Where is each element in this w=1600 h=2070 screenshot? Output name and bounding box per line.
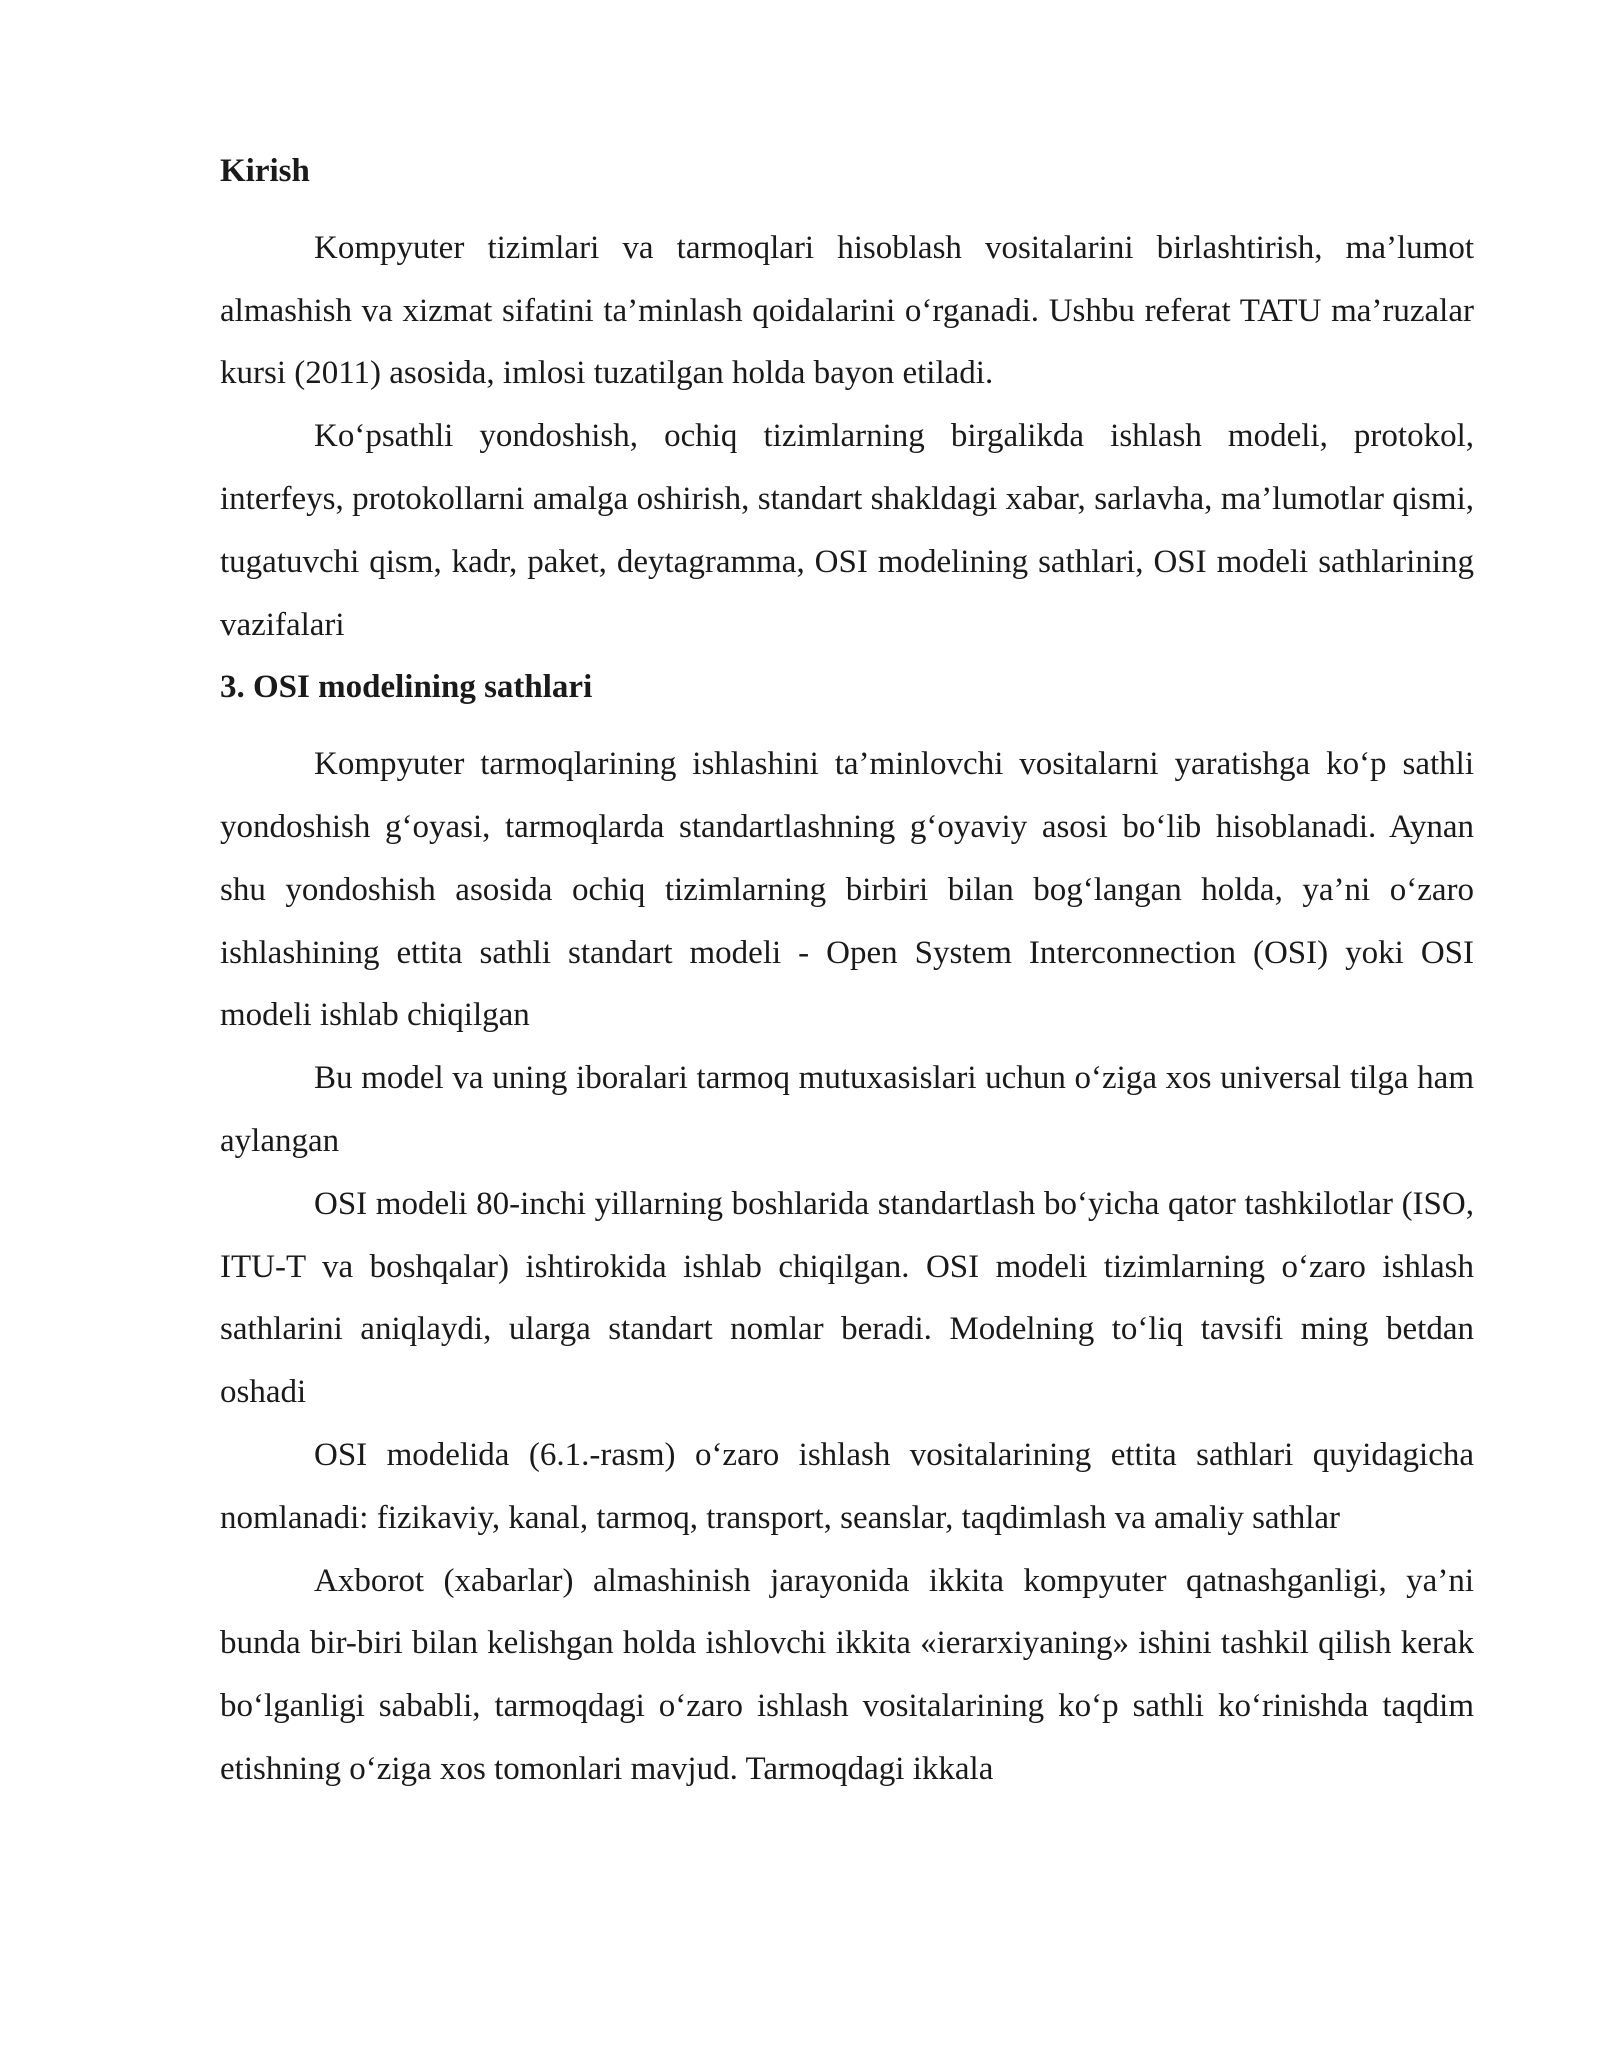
section-paragraph-2: Bu model va uning iboralari tarmoq mutuxasislari uchun o‘ziga xos universal tilga ham aylangan — [220, 1060, 1474, 1159]
heading-intro: Kirish — [220, 153, 310, 189]
heading-section-3: 3. OSI modelining sathlari — [220, 669, 593, 706]
document-body — [220, 140, 1474, 1801]
intro-paragraph-1: Kompyuter tizimlari va tarmoqlari hisoblash vositalarini birlashtirish, ma’lumot almashish va xizmat sifatini ta’minlash qoidalarini o‘rganadi. Ushbu referat TATU ma’ruzalar kursi (2011) asosida, imlosi tuzatilgan holda bayon etiladi. — [220, 229, 1474, 392]
section-paragraph-1: Kompyuter tarmoqlarining ishlashini ta’minlovchi vositalarni yaratishga ko‘p sathli yondoshish g‘oyasi, tarmoqlarda standartlashning g‘oyaviy asosi bo‘lib hisoblanadi. Aynan shu yondoshish asosida ochiq tizimlarning birbiri bilan bog‘langan holda, ya’ni o‘zaro ishlashining ettita sathli standart modeli - Open System Interconnection (OSI) yoki OSI modeli ishlab chiqilgan — [220, 746, 1474, 1034]
section-paragraph-3: OSI modeli 80-inchi yillarning boshlarida standartlash bo‘yicha qator tashkilotlar (ISO, ITU-T va boshqalar) ishtirokida ishlab chiqilgan. OSI modeli tizimlarning o‘zaro ishlash sathlarini aniqlaydi, ularga standart nomlar beradi. Modelning to‘liq tavsifi ming betdan oshadi — [220, 1185, 1474, 1411]
section-paragraph-4: OSI modelida (6.1.-rasm) o‘zaro ishlash vositalarining ettita sathlari quyidagicha nomlanadi: fizikaviy, kanal, tarmoq, transport, seanslar, taqdimlash va amaliy sathlar — [220, 1436, 1474, 1536]
intro-paragraph-2: Ko‘psathli yondoshish, ochiq tizimlarning birgalikda ishlash modeli, protokol, interfeys, protokollarni amalga oshirish, standart shakldagi xabar, sarlavha, ma’lumotlar qismi, tugatuvchi qism, kadr, paket, deytagramma, OSI modelining sathlari, OSI modeli sathlarining vazifalari — [220, 418, 1474, 643]
section-paragraph-5: Axborot (xabarlar) almashinish jarayonida ikkita kompyuter qatnashganligi, ya’ni bunda bir-biri bilan kelishgan holda ishlovchi ikkita «ierarxiyaning» ishini tashkil qilish kerak bo‘lganligi sababli, tarmoqdagi o‘zaro ishlash vositalarining ko‘p sathli ko‘rinishda taqdim etishning o‘ziga xos tomonlari mavjud. Tarmoqdagi ikkala — [220, 1562, 1474, 1787]
